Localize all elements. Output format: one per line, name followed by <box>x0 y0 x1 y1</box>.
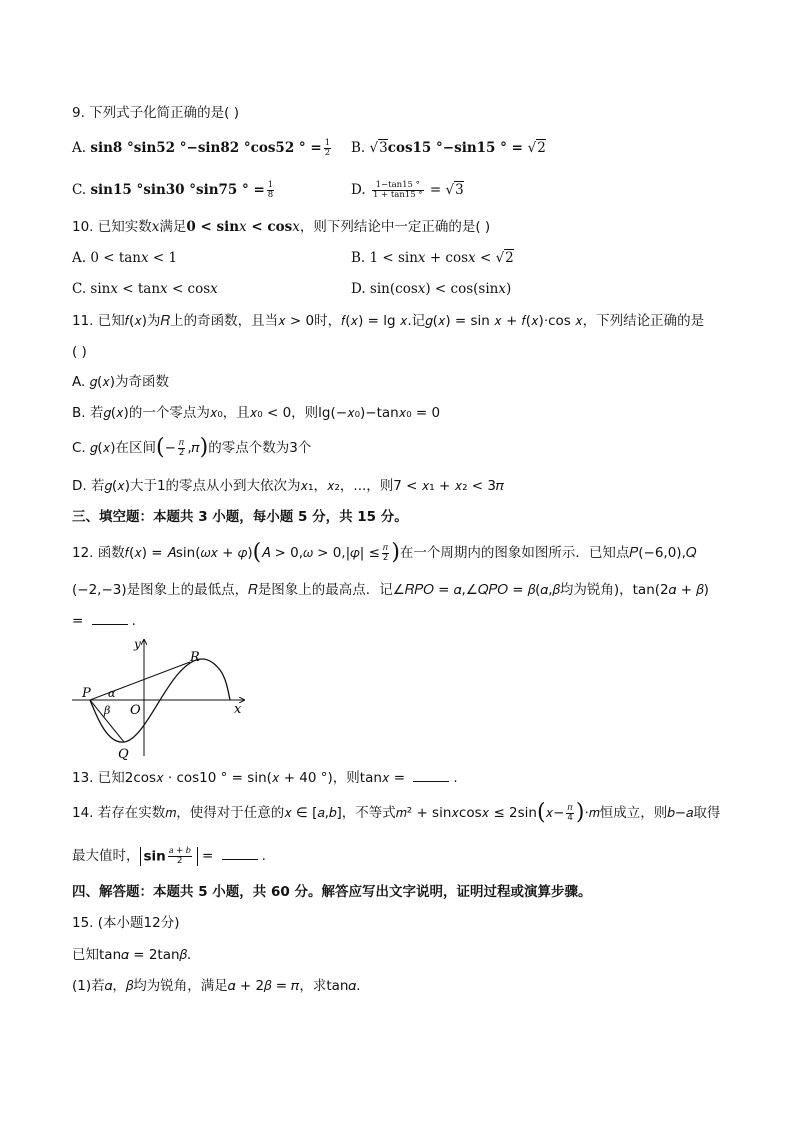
q15-given: 已知tan𝛼 = 2tan𝛽. <box>72 947 192 963</box>
q10-stem: 10. 已知实数x满足0 < sinx < cosx，则下列结论中一定正确的是( ) <box>72 219 491 235</box>
q9-a-expr: sin8 °sin52 °−sin82 °cos52 ° = <box>90 140 322 156</box>
q10-row-cd <box>72 279 512 299</box>
label-x: x <box>234 702 242 717</box>
q14-line1: 14. 若存在实数𝑚，使得对于任意的𝑥 ∈ [𝑎,𝑏]，不等式𝑚² + sin𝑥cos𝑥 ≤ 2sin(𝑥− $\frac{\text{𝜋}}{4}$ )⋅𝑚恒成立，则𝑏−𝑎取得 <box>72 800 721 825</box>
q10-option-b: B. 1 < sin𝑥 + cos𝑥 < √2 <box>351 250 514 266</box>
q11-option-a: A. 𝑔(𝑥)为奇函数 <box>72 374 170 390</box>
q10-option-c: C. sin𝑥 < tan𝑥 < cos𝑥 <box>72 281 218 297</box>
label-beta: β <box>104 704 111 717</box>
q9-stem: 9. 下列式子化简正确的是( ) <box>72 105 239 121</box>
q15-title: 15. (本小题12分) <box>72 915 180 931</box>
q9-a-frac: $\frac{1}{2}$ <box>324 138 331 158</box>
q10-option-d: D. sin(cos𝑥) < cos(sin𝑥) <box>351 281 512 297</box>
sqrt3-d: √3 <box>445 182 464 198</box>
sqrt2-b: √2 <box>527 140 546 156</box>
sqrt3-b: √3 <box>369 140 388 156</box>
q11-option-c: C. 𝑔(𝑥)在区间(− $\frac{\text{𝜋}}{2}$ ,𝜋)的零点个数为3个 <box>72 435 312 460</box>
label-o: O <box>130 703 141 718</box>
q10-option-a: A. 0 < tan𝑥 < 1 <box>72 250 178 266</box>
label-y: y <box>134 637 141 651</box>
q15-part1: (1)若𝛼，𝛽均为锐角，满足𝛼 + 2𝛽 = 𝜋，求tan𝛼. <box>72 978 361 994</box>
segment-pr <box>90 662 190 700</box>
q9-option-d: D. $\frac{1-\tan 15 ^\circ}{1 + \tan 15 ^\circ}$ = √3 <box>351 180 464 200</box>
q13: 13. 已知2cos𝑥 ⋅ cos10 ° = sin(𝑥 + 40 °)，则tan𝑥 = . <box>72 770 458 786</box>
q12-line2: (−2,−3)是图象上的最低点，𝑅是图象上的最高点．记∠𝑅𝑃𝑂 = 𝛼,∠𝑄𝑃𝑂 = 𝛽(𝛼,𝛽均为锐角)，tan(2𝛼 + 𝛽) <box>72 582 709 598</box>
q9-c-expr: sin15 °sin30 °sin75 ° = <box>90 182 265 198</box>
q11-stem-line2: ( ) <box>72 344 87 360</box>
section4-heading: 四、解答题：本题共 5 小题，共 60 分。解答应写出文字说明，证明过程或演算步骤。 <box>72 884 592 900</box>
q11-stem-line1: 11. 已知𝑓(𝑥)为𝑅上的奇函数，且当𝑥 > 0时，𝑓(𝑥) = lg 𝑥.记𝑔(𝑥) = sin 𝑥 + 𝑓(𝑥)⋅cos 𝑥，下列结论正确的是 <box>72 313 705 329</box>
answer-blank-14 <box>222 847 258 860</box>
q11-option-d: D. 若𝑔(𝑥)大于1的零点从小到大依次为𝑥₁，𝑥₂，...，则7 < 𝑥₁ + 𝑥₂ < 3𝜋 <box>72 478 505 494</box>
answer-blank-12 <box>92 612 128 625</box>
q9-a-label: A. <box>72 140 91 156</box>
q9-c-label: C. <box>72 182 91 198</box>
section3-heading: 三、填空题：本题共 3 小题，每小题 5 分，共 15 分。 <box>72 509 408 525</box>
sine-graph-figure <box>68 634 248 762</box>
label-q: Q <box>118 747 129 762</box>
q11-option-b: B. 若𝑔(𝑥)的一个零点为𝑥₀，且𝑥₀ < 0，则lg(−𝑥₀)−tan𝑥₀ = 0 <box>72 405 441 421</box>
q9-row-cd <box>72 180 464 200</box>
label-p: P <box>82 686 91 701</box>
answer-blank-13 <box>413 769 449 782</box>
abs-value: sin $\frac{\text{𝑎 + 𝑏}}{2}$ <box>140 847 198 866</box>
q14-line2: 最大值时， sin $\frac{\text{𝑎 + 𝑏}}{2}$ = . <box>72 845 266 866</box>
sine-curve <box>90 659 230 742</box>
q12-line3: = . <box>72 613 136 629</box>
q9-option-b: B. √3cos15 °−sin15 ° = √2 <box>351 140 546 156</box>
label-r: R <box>190 650 200 665</box>
q12-line1: 12. 函数𝑓(𝑥) = 𝐴sin(𝜔𝑥 + 𝜑)(𝐴 > 0,𝜔 > 0,|𝜑| ≤ $\frac{\text{𝜋}}{2}$ )在一个周期内的图象如图所示．已知点𝑃(−6,0),𝑄 <box>72 540 697 565</box>
q9-d-frac: $\frac{1-\tan 15 ^\circ}{1 + \tan 15 ^\circ}$ <box>372 180 423 200</box>
q9-row-ab <box>72 138 546 158</box>
label-alpha: α <box>108 687 116 700</box>
q10-row-ab <box>72 248 514 268</box>
q9-c-frac: $\frac{1}{8}$ <box>267 180 274 200</box>
